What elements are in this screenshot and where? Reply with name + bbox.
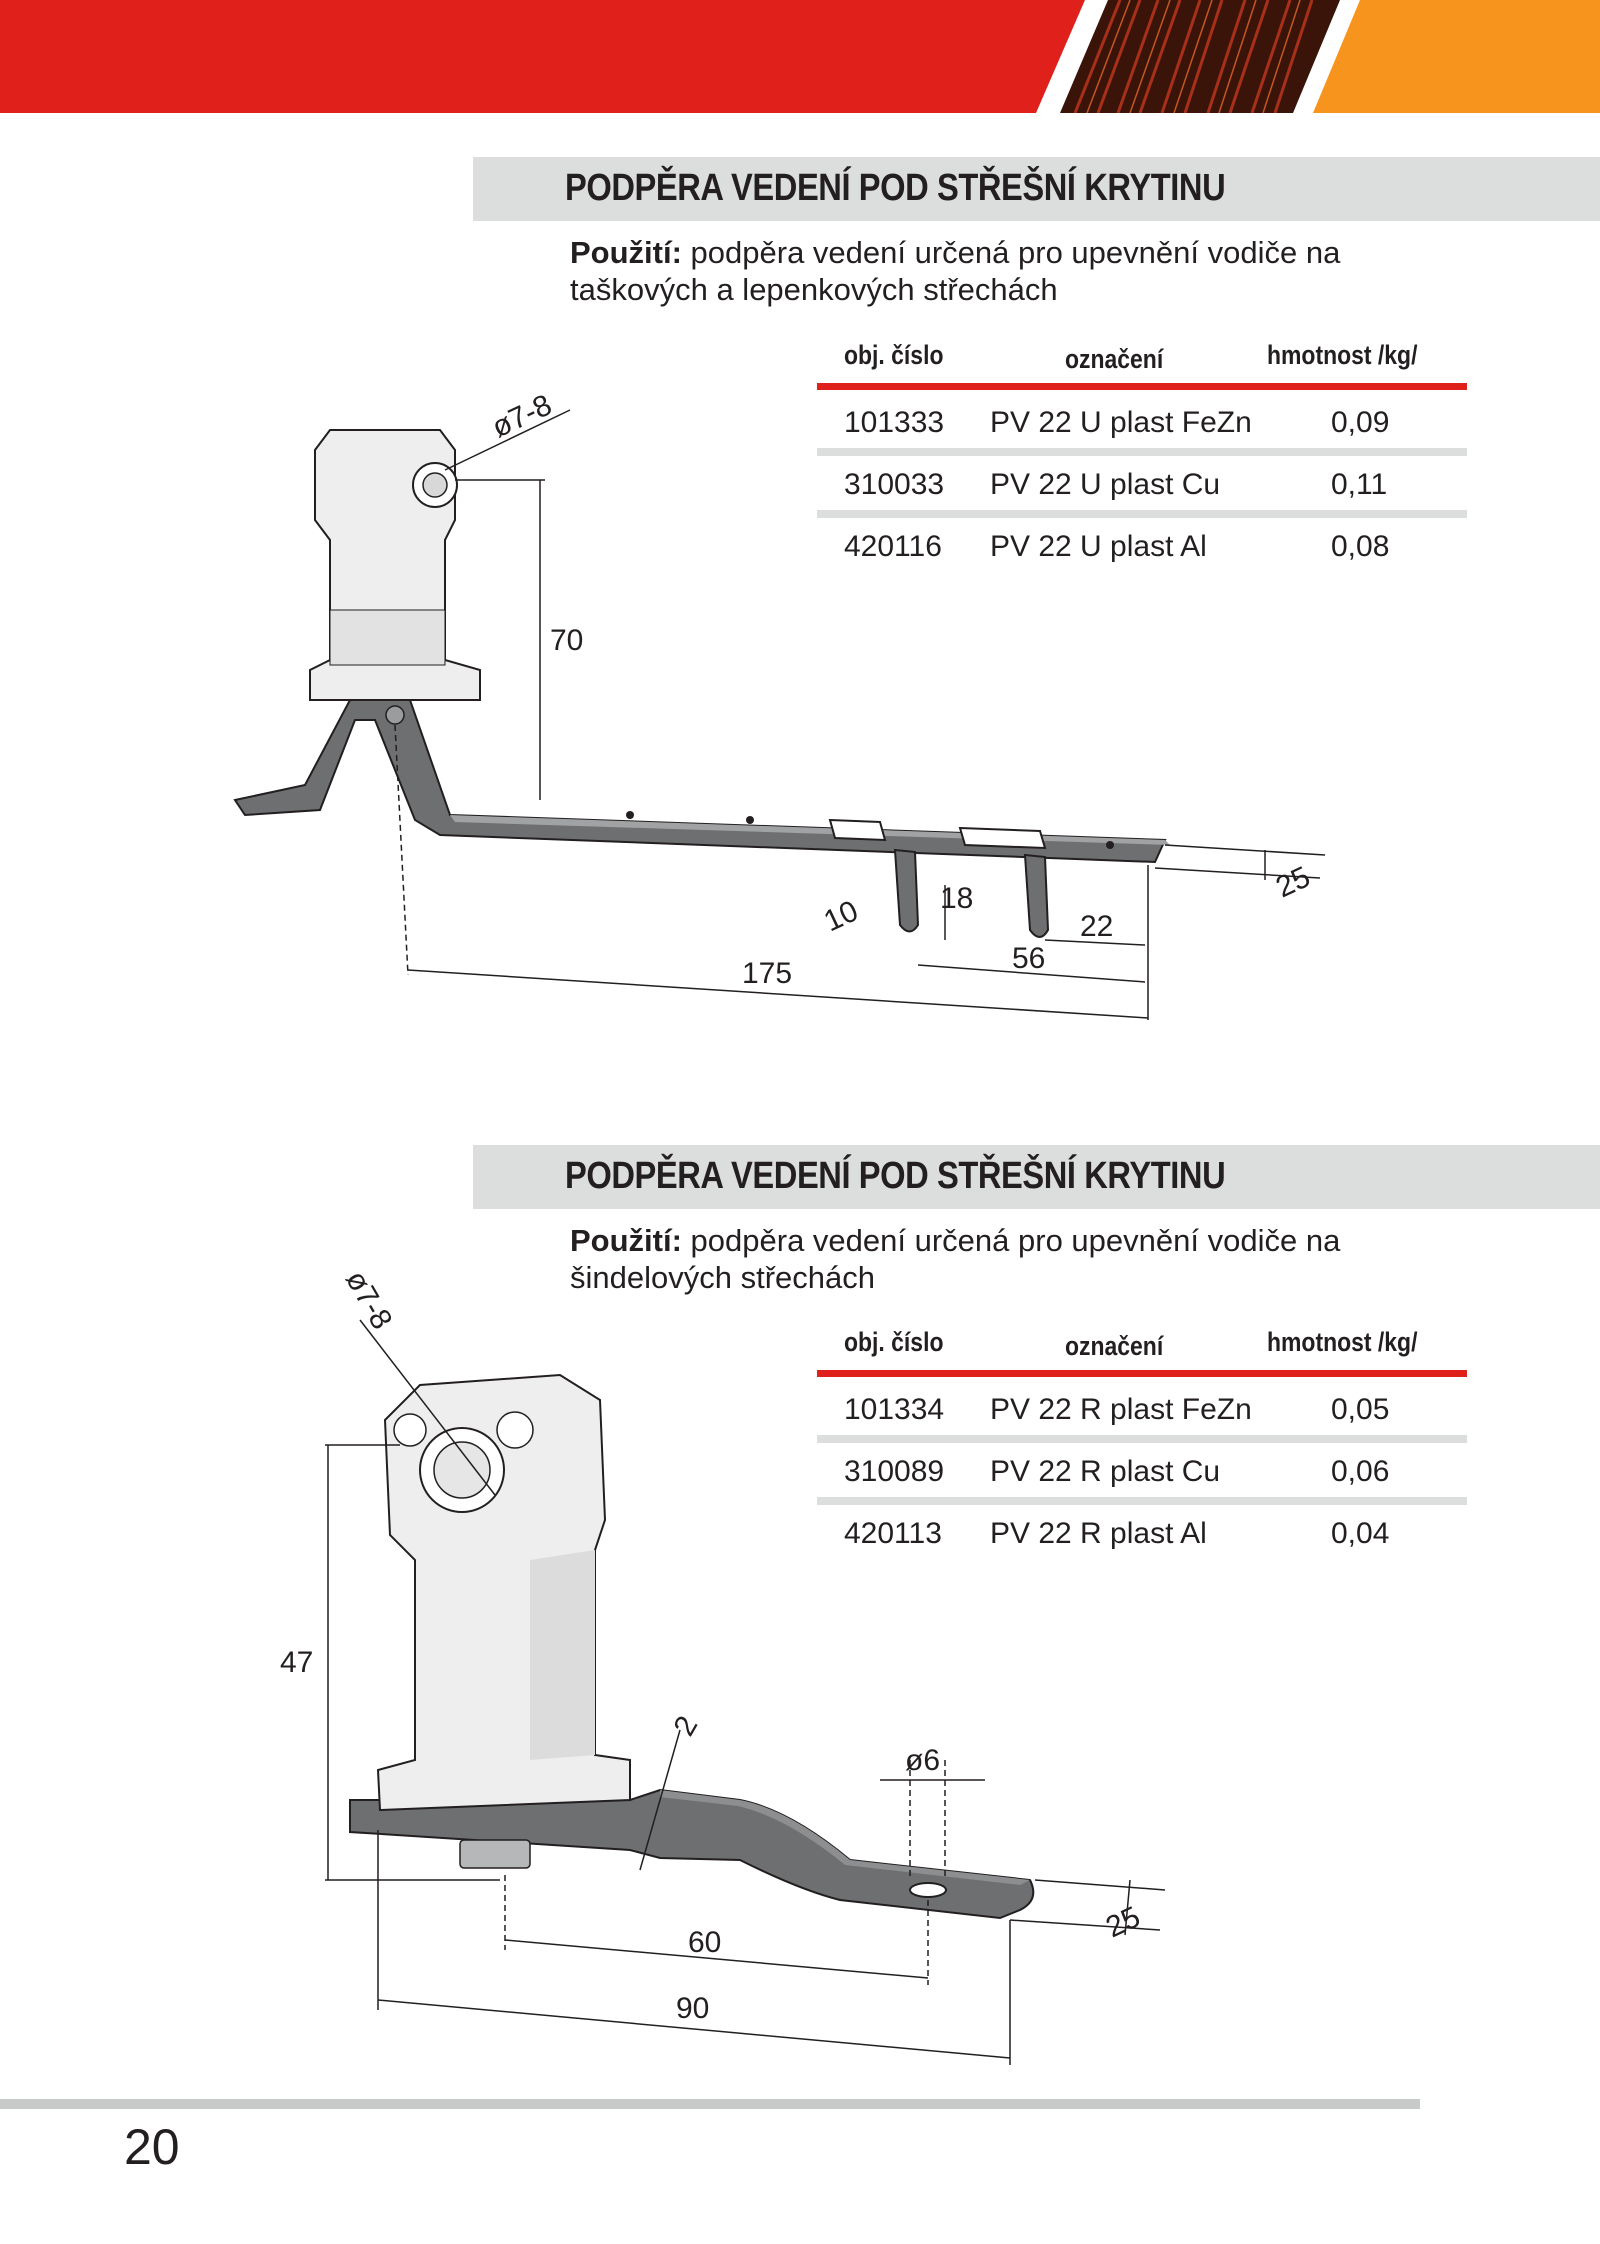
footer-rule (0, 2099, 1420, 2109)
cell-weight: 0,04 (1331, 1517, 1390, 1550)
dim-hole-label: ø7-8 (338, 1265, 399, 1335)
col-header-code: obj. číslo (844, 1327, 944, 1357)
cell-code: 101334 (844, 1393, 945, 1426)
dim-width-label: 25 (1101, 1900, 1146, 1945)
dim-slot-h-label: 18 (940, 882, 974, 915)
cell-name: PV 22 U plast FeZn (990, 406, 1252, 439)
dim-height-label: 70 (550, 624, 584, 657)
cell-name: PV 22 U plast Al (990, 530, 1207, 563)
usage-text: podpěra vedení určená pro upevnění vodiče na (690, 1223, 1341, 1258)
cell-weight: 0,08 (1331, 530, 1390, 563)
dim-width-label: 25 (1271, 860, 1316, 905)
col-header-weight: hmotnost /kg/ (1267, 340, 1418, 370)
section-2-title: PODPĚRA VEDENÍ POD STŘEŠNÍ KRYTINU (565, 1155, 1226, 1197)
cell-code: 101333 (844, 406, 945, 439)
cell-weight: 0,11 (1331, 468, 1388, 501)
cell-weight: 0,06 (1331, 1455, 1390, 1488)
col-header-weight: hmotnost /kg/ (1267, 1327, 1418, 1357)
cell-weight: 0,05 (1331, 1393, 1390, 1426)
cell-name: PV 22 R plast FeZn (990, 1393, 1252, 1426)
section-2-header (473, 1145, 1600, 1209)
usage-label: Použití: (570, 1223, 682, 1258)
cell-code: 420116 (844, 530, 942, 563)
usage-text: šindelových střechách (570, 1260, 875, 1295)
dim-thickness-label: 2 (667, 1710, 705, 1742)
cell-name: PV 22 R plast Al (990, 1517, 1207, 1550)
col-header-code: obj. číslo (844, 340, 944, 370)
col-header-name: označení (1065, 344, 1164, 374)
dim-hole2-label: ø6 (905, 1744, 941, 1777)
dim-tab-label: 22 (1080, 910, 1114, 943)
dim-length-label: 175 (742, 957, 793, 990)
page-number: 20 (124, 2119, 180, 2175)
col-header-name: označení (1065, 1331, 1164, 1361)
dim-slot-w-label: 10 (819, 894, 864, 939)
section-1-drawing (0, 0, 1600, 1100)
cell-code: 310089 (844, 1455, 945, 1488)
usage-label: Použití: (570, 235, 682, 270)
dim-length-label: 90 (676, 1992, 710, 2025)
section-2-drawing (0, 1250, 1600, 2090)
dim-pitch-label: 56 (1012, 942, 1046, 975)
cell-name: PV 22 R plast Cu (990, 1455, 1221, 1488)
cell-weight: 0,09 (1331, 406, 1390, 439)
section-1-title: PODPĚRA VEDENÍ POD STŘEŠNÍ KRYTINU (565, 167, 1226, 209)
usage-text: taškových a lepenkových střechách (570, 272, 1058, 307)
dim-hole-label: ø7-8 (487, 388, 557, 445)
dim-height-label: 47 (280, 1646, 314, 1679)
cell-name: PV 22 U plast Cu (990, 468, 1221, 501)
cell-code: 420113 (844, 1517, 942, 1550)
dim-hole-dist-label: 60 (688, 1926, 722, 1959)
cell-code: 310033 (844, 468, 945, 501)
usage-text: podpěra vedení určená pro upevnění vodiče na (690, 235, 1341, 270)
